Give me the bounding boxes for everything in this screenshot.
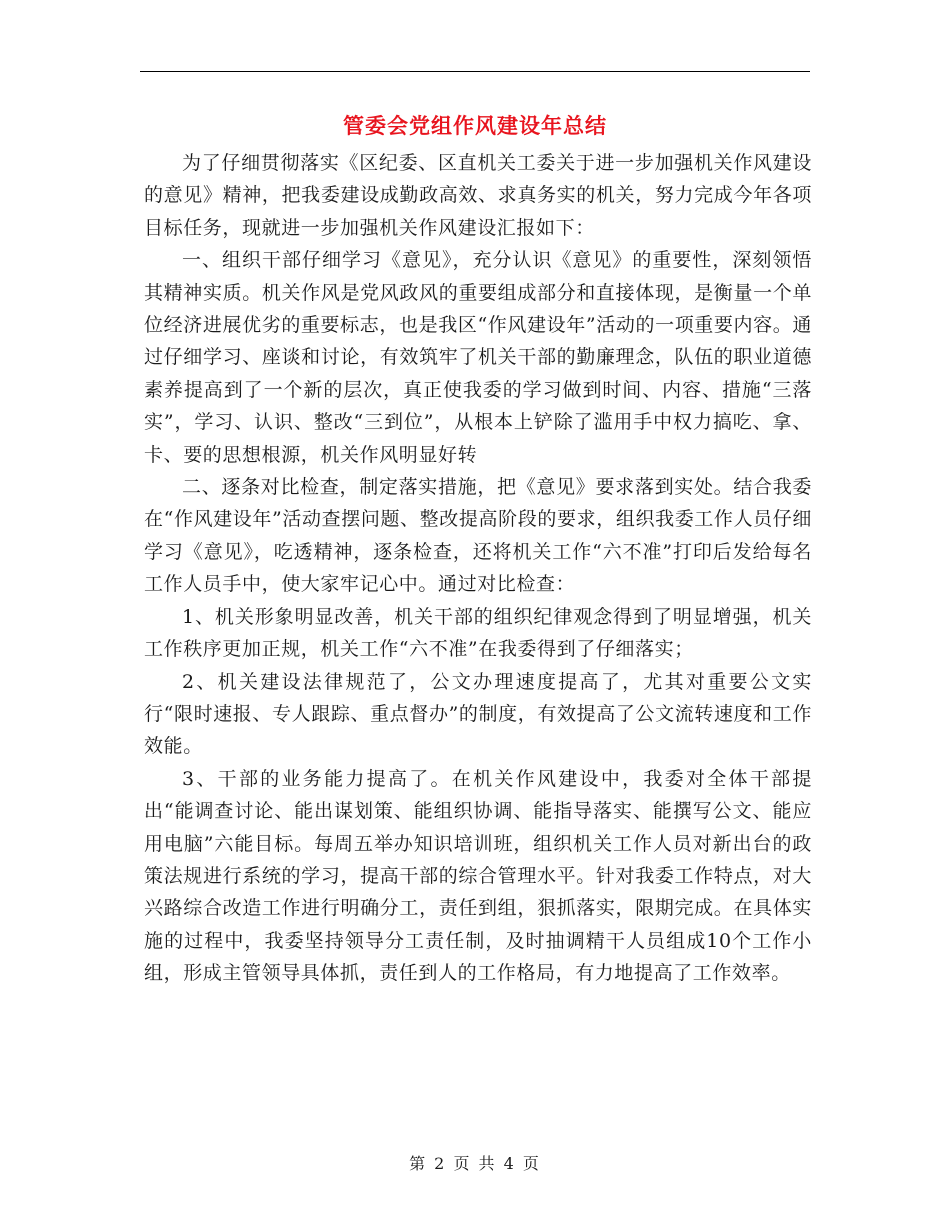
page-number-footer: 第 2 页 共 4 页 [409,1154,541,1173]
paragraph-intro: 为了仔细贯彻落实《区纪委、区直机关工委关于进一步加强机关作风建设的意见》精神，把我委建设成勤政高效、求真务实的机关，努力完成今年各项目标任务，现就进一步加强机关作风建设汇报如下： [144,152,812,239]
document-body [144,147,812,990]
paragraph-item-3: 3、干部的业务能力提高了。在机关作风建设中，我委对全体干部提出“能调查讨论、能出谋划策、能组织协调、能指导落实、能撰写公文、能应用电脑”六能目标。每周五举办知识培训班，组织机关工作人员对新出台的政策法规进行系统的学习，提高干部的综合管理水平。针对我委工作特点，对大兴路综合改造工作进行明确分工，责任到组，狠抓落实，限期完成。在具体实施的过程中，我委坚持领导分工责任制，及时抽调精干人员组成10个工作小组，形成主管领导具体抓，责任到人的工作格局，有力地提高了工作效率。 [144,767,812,985]
paragraph-section-1: 一、组织干部仔细学习《意见》，充分认识《意见》的重要性，深刻领悟其精神实质。机关作风是党风政风的重要组成部分和直接体现，是衡量一个单位经济进展优劣的重要标志，也是我区“作风建设年”活动的一项重要内容。通过仔细学习、座谈和讨论，有效筑牢了机关干部的勤廉理念，队伍的职业道德素养提高到了一个新的层次，真正使我委的学习做到时间、内容、措施“三落实”，学习、认识、整改“三到位”，从根本上铲除了滥用手中权力搞吃、拿、卡、要的思想根源，机关作风明显好转 [144,249,812,466]
paragraph-item-1: 1、机关形象明显改善，机关干部的组织纪律观念得到了明显增强，机关工作秩序更加正规，机关工作“六不准”在我委得到了仔细落实； [144,605,812,661]
header-rule [140,71,810,72]
paragraph-section-2: 二、逐条对比检查，制定落实措施，把《意见》要求落到实处。结合我委在“作风建设年”活动查摆问题、整改提高阶段的要求，组织我委工作人员仔细学习《意见》，吃透精神，逐条检查，还将机关工作“六不准”打印后发给每名工作人员手中，使大家牢记心中。通过对比检查： [144,476,812,596]
document-title: 管委会党组作风建设年总结 [343,113,607,138]
paragraph-item-2: 2、机关建设法律规范了，公文办理速度提高了，尤其对重要公文实行“限时速报、专人跟踪、重点督办”的制度，有效提高了公文流转速度和工作效能。 [144,670,812,758]
